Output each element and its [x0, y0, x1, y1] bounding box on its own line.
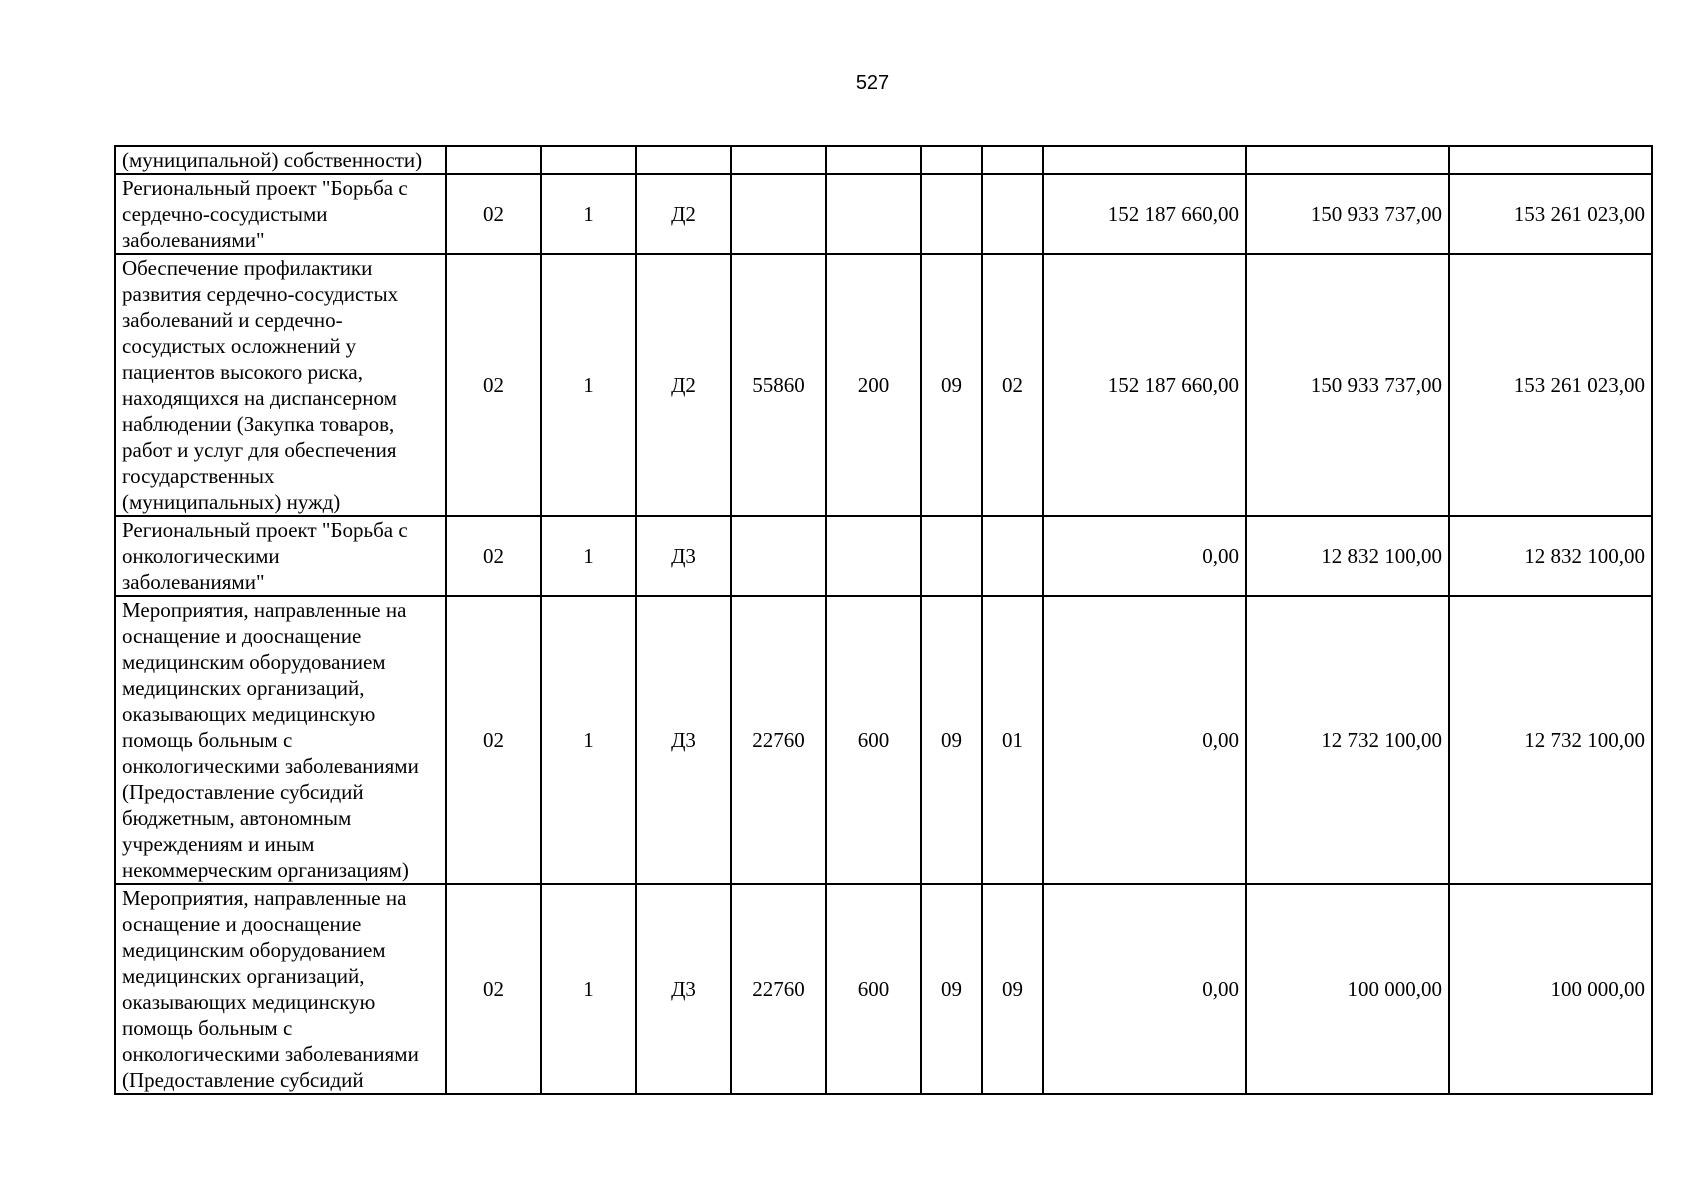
cell-amount-1 — [1043, 146, 1246, 174]
table-row — [115, 254, 1652, 516]
cell-section — [921, 174, 982, 254]
cell-direction — [731, 516, 826, 596]
table-row — [115, 884, 1652, 1094]
cell-subprogram: 1 — [541, 596, 636, 884]
cell-expense-type: 600 — [826, 596, 921, 884]
cell-amount-3: 153 261 023,00 — [1449, 174, 1652, 254]
row-name: Региональный проект "Борьба с онкологическими заболеваниями" — [115, 516, 446, 596]
cell-subsection: 09 — [982, 884, 1043, 1094]
cell-subsection: 02 — [982, 254, 1043, 516]
cell-amount-1: 0,00 — [1043, 884, 1246, 1094]
cell-project — [636, 146, 731, 174]
cell-project: Д3 — [636, 884, 731, 1094]
cell-project: Д3 — [636, 596, 731, 884]
cell-program: 02 — [446, 516, 541, 596]
cell-direction: 22760 — [731, 884, 826, 1094]
cell-expense-type — [826, 146, 921, 174]
cell-project: Д2 — [636, 174, 731, 254]
cell-program — [446, 146, 541, 174]
table-row — [115, 146, 1652, 174]
budget-table — [114, 145, 1653, 1095]
cell-program: 02 — [446, 884, 541, 1094]
cell-amount-2: 100 000,00 — [1246, 884, 1449, 1094]
cell-amount-1: 152 187 660,00 — [1043, 254, 1246, 516]
table-row — [115, 516, 1652, 596]
cell-amount-2: 150 933 737,00 — [1246, 174, 1449, 254]
cell-section — [921, 146, 982, 174]
cell-subsection: 01 — [982, 596, 1043, 884]
cell-amount-1: 152 187 660,00 — [1043, 174, 1246, 254]
cell-program: 02 — [446, 596, 541, 884]
cell-section: 09 — [921, 596, 982, 884]
cell-amount-3: 12 832 100,00 — [1449, 516, 1652, 596]
cell-direction — [731, 146, 826, 174]
table-row — [115, 174, 1652, 254]
cell-subsection — [982, 146, 1043, 174]
cell-section: 09 — [921, 254, 982, 516]
cell-amount-2: 12 832 100,00 — [1246, 516, 1449, 596]
row-name: (муниципальной) собственности) — [115, 146, 446, 174]
cell-amount-3: 100 000,00 — [1449, 884, 1652, 1094]
row-name: Мероприятия, направленные на оснащение и дооснащение медицинским оборудованием медицинских организаций, оказывающих медицинскую помощь больным с онкологическими заболеваниями (Предоставление субсидий — [115, 884, 446, 1094]
table-row — [115, 596, 1652, 884]
cell-amount-1: 0,00 — [1043, 516, 1246, 596]
cell-amount-3: 153 261 023,00 — [1449, 254, 1652, 516]
cell-amount-2: 150 933 737,00 — [1246, 254, 1449, 516]
cell-subprogram: 1 — [541, 254, 636, 516]
cell-direction — [731, 174, 826, 254]
cell-section: 09 — [921, 884, 982, 1094]
cell-expense-type — [826, 516, 921, 596]
cell-section — [921, 516, 982, 596]
cell-direction: 55860 — [731, 254, 826, 516]
cell-amount-3: 12 732 100,00 — [1449, 596, 1652, 884]
cell-subsection — [982, 516, 1043, 596]
cell-amount-2: 12 732 100,00 — [1246, 596, 1449, 884]
cell-program: 02 — [446, 174, 541, 254]
cell-program: 02 — [446, 254, 541, 516]
cell-subprogram: 1 — [541, 516, 636, 596]
row-name: Мероприятия, направленные на оснащение и дооснащение медицинским оборудованием медицинских организаций, оказывающих медицинскую помощь больным с онкологическими заболеваниями (Предоставление субсидий бюджетным, автономным учреждениям и иным некоммерческим организациям) — [115, 596, 446, 884]
cell-project: Д3 — [636, 516, 731, 596]
cell-subprogram: 1 — [541, 174, 636, 254]
cell-direction: 22760 — [731, 596, 826, 884]
cell-amount-2 — [1246, 146, 1449, 174]
cell-expense-type — [826, 174, 921, 254]
cell-amount-1: 0,00 — [1043, 596, 1246, 884]
cell-expense-type: 200 — [826, 254, 921, 516]
page-number: 527 — [855, 72, 890, 94]
cell-amount-3 — [1449, 146, 1652, 174]
row-name: Обеспечение профилактики развития сердечно-сосудистых заболеваний и сердечно- сосудистых осложнений у пациентов высокого риска, находящихся на диспансерном наблюдении (Закупка товаров, работ и услуг для обеспечения государственных (муниципальных) нужд) — [115, 254, 446, 516]
cell-expense-type: 600 — [826, 884, 921, 1094]
row-name: Региональный проект "Борьба с сердечно-сосудистыми заболеваниями" — [115, 174, 446, 254]
cell-subsection — [982, 174, 1043, 254]
cell-subprogram: 1 — [541, 884, 636, 1094]
cell-project: Д2 — [636, 254, 731, 516]
cell-subprogram — [541, 146, 636, 174]
